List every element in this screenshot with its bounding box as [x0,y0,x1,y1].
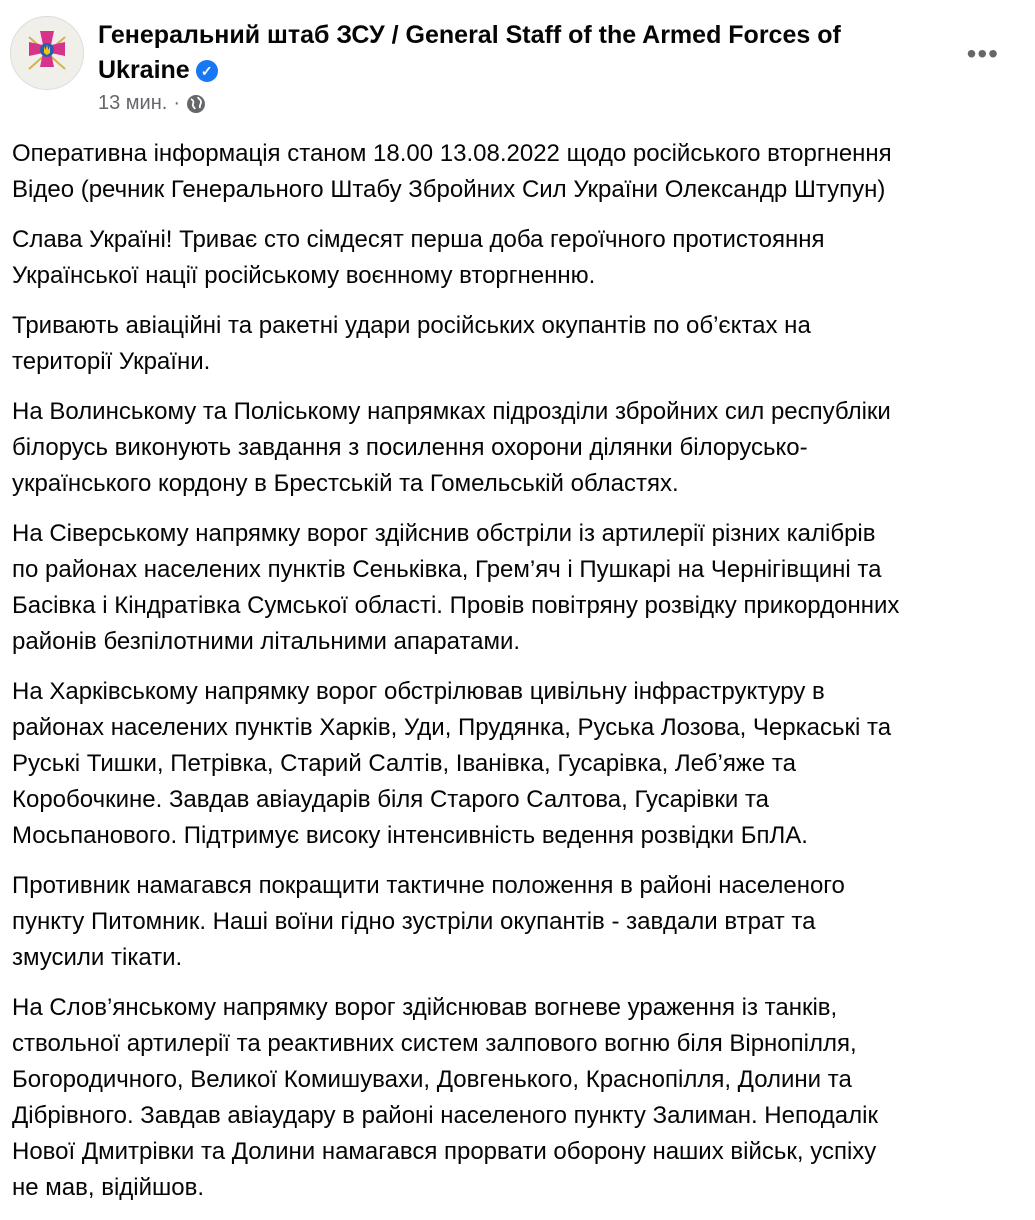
paragraph-line: На Харківському напрямку ворог обстрілював цивільну інфраструктуру в [12,678,825,705]
paragraph-line: українського кордону в Брестській та Гомельській областях. [12,470,679,497]
paragraph-line: На Волинському та Поліському напрямках підрозділи збройних сил республіки [12,398,891,425]
page-name-link[interactable]: Генеральний штаб ЗСУ / General Staff of the Armed Forces of Ukraine ✓ [98,21,841,84]
paragraph-line: не мав, відійшов. [12,1174,205,1201]
paragraph-line: змусили тікати. [12,944,183,971]
paragraph-line: ствольної артилерії та реактивних систем залпового вогню біля Вірнопілля, [12,1030,857,1057]
general-staff-logo-icon [11,17,83,89]
paragraph-line: білорусь виконують завдання з посилення охорони ділянки білорусько- [12,434,808,461]
paragraph-line: Мосьпанового. Підтримує високу інтенсивність ведення розвідки БпЛА. [12,822,808,849]
paragraph-line: Дібрівного. Завдав авіаудару в районі населеного пункту Залиман. Неподалік [12,1102,878,1129]
paragraph-line: Тривають авіаційні та ракетні удари російських окупантів по об’єктах на [12,312,811,339]
paragraph-line: Оперативна інформація станом 18.00 13.08.2022 щодо російського вторгнення [12,140,892,167]
post-meta [98,92,206,115]
more-options-icon[interactable]: ••• [966,38,999,69]
globe-icon[interactable] [186,94,206,114]
verified-badge-icon: ✓ [196,60,218,82]
post-paragraph [12,868,899,976]
paragraph-line: Української нації російському воєнному вторгненню. [12,262,596,289]
paragraph-line: районів безпілотними літальними апаратами. [12,628,521,655]
paragraph-line: На Слов’янському напрямку ворог здійснював вогневе ураження із танків, [12,994,838,1021]
paragraph-line: Противник намагався покращити тактичне положення в районі населеного [12,872,845,899]
paragraph-line: пункту Питомник. Наші воїни гідно зустріли окупантів - завдали втрат та [12,908,816,935]
paragraph-line: Нової Дмитрівки та Долини намагався прорвати оборону наших військ, успіху [12,1138,877,1165]
post-body [12,136,899,1220]
paragraph-line: На Сіверському напрямку ворог здійснив обстріли із артилерії різних калібрів [12,520,876,547]
paragraph-line: Руські Тишки, Петрівка, Старий Салтів, Іванівка, Гусарівка, Леб’яже та [12,750,796,777]
post-paragraph [12,222,899,294]
post-paragraph [12,516,899,660]
post-paragraph [12,136,899,208]
paragraph-line: Відео (речник Генерального Штабу Збройних Сил України Олександр Штупун) [12,176,886,203]
post-header [0,0,1035,128]
post-paragraph [12,308,899,380]
paragraph-line: районах населених пунктів Харків, Уди, Прудянка, Руська Лозова, Черкаські та [12,714,892,741]
post-paragraph [12,990,899,1206]
separator: · [173,92,180,114]
post-timestamp[interactable]: 13 мин. [98,92,168,114]
paragraph-line: території України. [12,348,211,375]
paragraph-line: Басівка і Кіндратівка Сумської області. Провів повітряну розвідку прикордонних [12,592,900,619]
paragraph-line: Коробочкине. Завдав авіаударів біля Старого Салтова, Гусарівки та [12,786,770,813]
paragraph-line: Слава Україні! Триває сто сімдесят перша доба героїчного протистояння [12,226,825,253]
paragraph-line: Богородичного, Великої Комишувахи, Довгенького, Краснопілля, Долини та [12,1066,852,1093]
page-avatar[interactable] [10,16,84,90]
post-paragraph [12,394,899,502]
post-paragraph [12,674,899,854]
paragraph-line: по районах населених пунктів Сеньківка, Грем’яч і Пушкарі на Чернігівщині та [12,556,882,583]
